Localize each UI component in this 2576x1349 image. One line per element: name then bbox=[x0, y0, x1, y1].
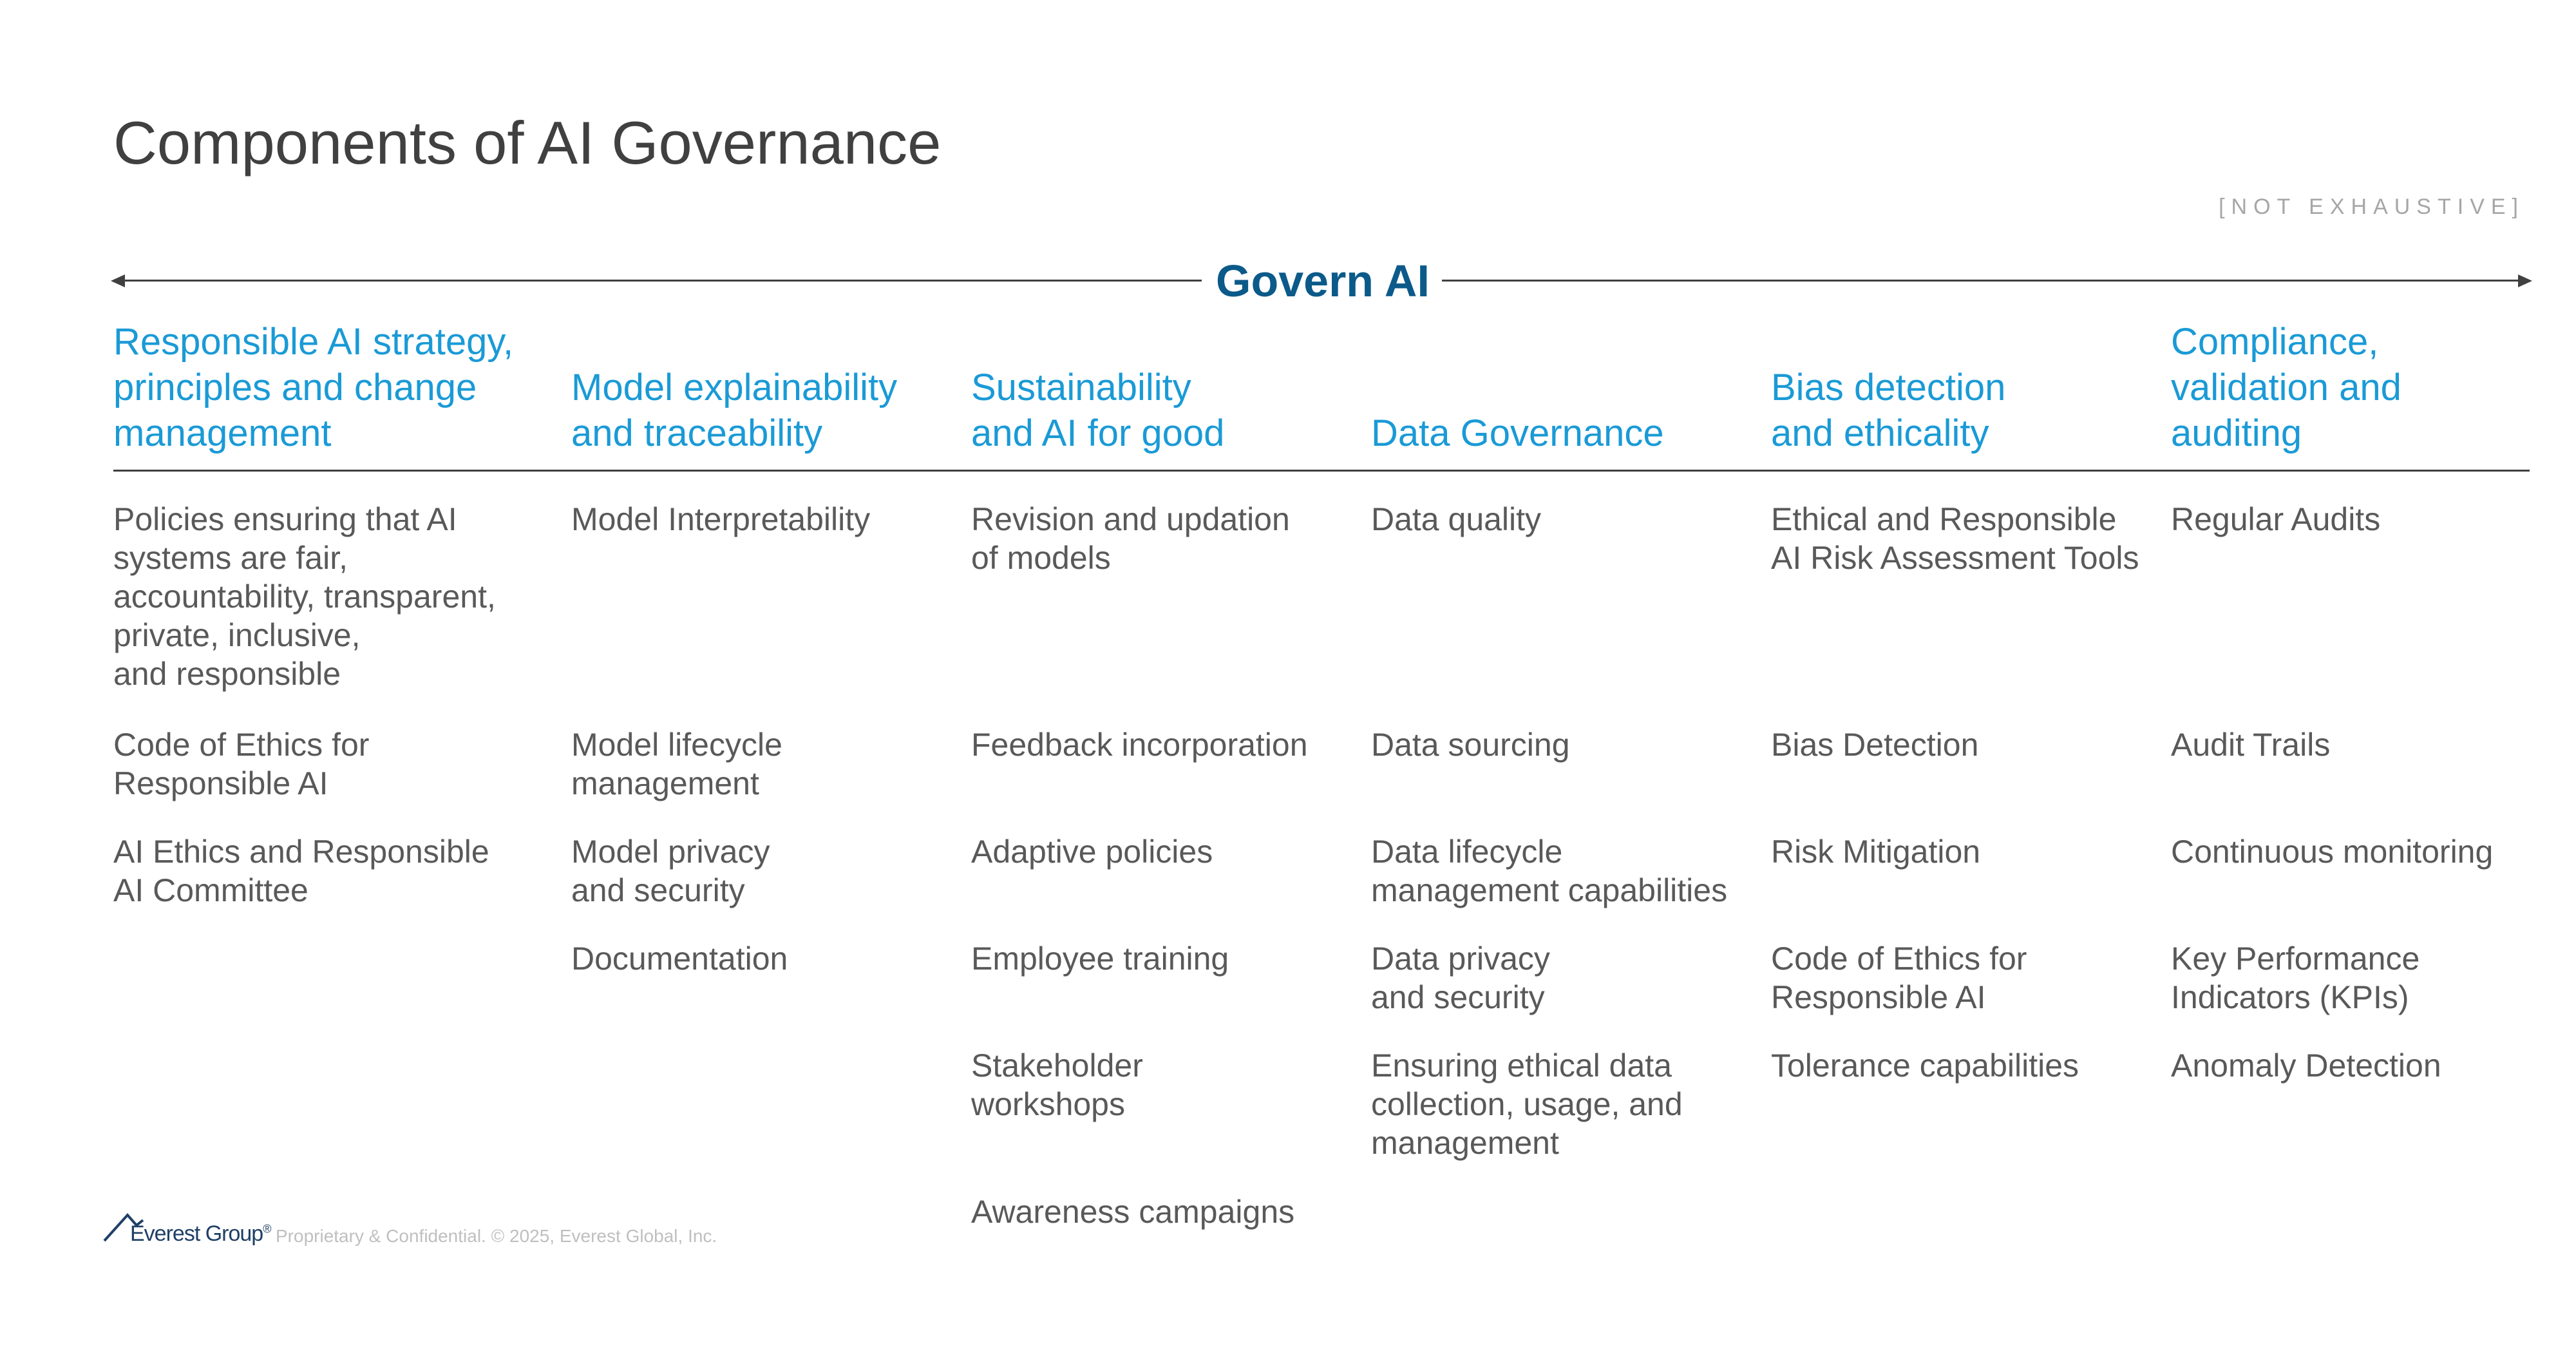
component-item-line: and security bbox=[1371, 979, 1545, 1015]
component-item bbox=[571, 725, 782, 803]
component-item bbox=[1771, 832, 1980, 871]
component-item-line: Data privacy bbox=[1371, 941, 1550, 977]
component-item-line: Ethical and Responsible bbox=[1771, 501, 2117, 537]
component-item-line: private, inclusive, bbox=[113, 617, 361, 653]
column-heading-line: Sustainability bbox=[971, 367, 1191, 408]
component-item bbox=[1771, 1046, 2079, 1085]
govern-line-right bbox=[1442, 280, 2530, 282]
column-heading-line: auditing bbox=[2171, 412, 2302, 454]
column-heading-line: Compliance, bbox=[2171, 321, 2379, 363]
component-item bbox=[1371, 1046, 1683, 1162]
component-item bbox=[1371, 500, 1541, 539]
component-item-line: management bbox=[571, 765, 759, 801]
component-item-line: management bbox=[1371, 1125, 1559, 1161]
component-item-line: AI Risk Assessment Tools bbox=[1771, 540, 2139, 576]
column-heading bbox=[1771, 365, 2005, 456]
component-item-line: systems are fair, bbox=[113, 540, 348, 576]
component-item-line: Audit Trails bbox=[2171, 727, 2331, 763]
component-item-line: Policies ensuring that AI bbox=[113, 501, 457, 537]
component-item bbox=[113, 500, 496, 693]
component-item-line: Model lifecycle bbox=[571, 727, 782, 763]
component-item bbox=[571, 939, 788, 978]
component-item-line: management capabilities bbox=[1371, 872, 1728, 908]
component-item-line: Data sourcing bbox=[1371, 727, 1570, 763]
column-heading-line: management bbox=[113, 412, 332, 454]
everest-group-logo bbox=[103, 1203, 271, 1249]
component-item-line: AI Ethics and Responsible bbox=[113, 834, 489, 870]
component-item-line: Code of Ethics for bbox=[113, 727, 370, 763]
component-item bbox=[971, 832, 1213, 871]
component-item-line: Stakeholder bbox=[971, 1048, 1143, 1084]
component-item-line: Risk Mitigation bbox=[1771, 834, 1981, 870]
component-item-line: accountability, transparent, bbox=[113, 579, 496, 615]
component-item-line: Bias Detection bbox=[1771, 727, 1979, 763]
component-item bbox=[1371, 939, 1550, 1017]
component-item bbox=[2171, 1046, 2441, 1085]
component-item-line: Adaptive policies bbox=[971, 834, 1213, 870]
component-item bbox=[2171, 939, 2420, 1017]
component-item-line: Feedback incorporation bbox=[971, 727, 1308, 763]
component-item bbox=[2171, 832, 2493, 871]
govern-ai-label: Govern AI bbox=[1216, 256, 1430, 306]
not-exhaustive-tag: [NOT EXHAUSTIVE] bbox=[2219, 195, 2524, 219]
component-item-line: Responsible AI bbox=[1771, 979, 1986, 1015]
component-item-line: Regular Audits bbox=[2171, 501, 2381, 537]
component-item bbox=[971, 1192, 1294, 1231]
component-item bbox=[1771, 500, 2139, 577]
column-heading-line: Model explainability bbox=[571, 367, 898, 408]
column-heading-zone bbox=[1371, 316, 1764, 456]
component-item-line: Code of Ethics for bbox=[1771, 941, 2027, 977]
component-item-line: Data lifecycle bbox=[1371, 834, 1563, 870]
column-heading-zone bbox=[113, 316, 564, 456]
component-item bbox=[571, 500, 870, 539]
arrow-right-icon bbox=[2518, 274, 2532, 287]
column-heading-zone bbox=[971, 316, 1364, 456]
component-item-line: Indicators (KPIs) bbox=[2171, 979, 2409, 1015]
component-item-line: Revision and updation bbox=[971, 501, 1290, 537]
component-item-line: Model Interpretability bbox=[571, 501, 871, 537]
component-item-line: Key Performance bbox=[2171, 941, 2420, 977]
component-item bbox=[971, 939, 1229, 978]
component-item bbox=[1771, 939, 2027, 1017]
component-item bbox=[1371, 832, 1727, 910]
govern-line-left bbox=[113, 280, 1202, 282]
component-item bbox=[971, 1046, 1143, 1124]
column-heading-line: and AI for good bbox=[971, 412, 1225, 454]
column-heading-line: Responsible AI strategy, bbox=[113, 321, 514, 363]
component-item bbox=[1371, 725, 1570, 764]
component-item-line: and responsible bbox=[113, 656, 341, 692]
column-heading bbox=[571, 365, 897, 456]
component-item bbox=[2171, 500, 2380, 539]
component-item-line: AI Committee bbox=[113, 872, 308, 908]
component-item-line: and security bbox=[571, 872, 745, 908]
component-item-line: Documentation bbox=[571, 941, 788, 977]
column-heading bbox=[1371, 410, 1664, 456]
logo-text: Everest Group® bbox=[130, 1221, 271, 1246]
column-heading-line: Data Governance bbox=[1371, 412, 1664, 454]
column-heading-zone bbox=[571, 316, 964, 456]
component-item bbox=[971, 500, 1290, 577]
component-item bbox=[113, 725, 369, 803]
component-item-line: Ensuring ethical data bbox=[1371, 1048, 1672, 1084]
component-item bbox=[113, 832, 489, 910]
component-item bbox=[971, 725, 1308, 764]
column-heading-line: validation and bbox=[2171, 367, 2401, 408]
copyright-text: Proprietary & Confidential. © 2025, Everest Global, Inc. bbox=[276, 1226, 717, 1246]
component-item-line: of models bbox=[971, 540, 1111, 576]
page-title: Components of AI Governance bbox=[113, 109, 942, 177]
component-item-line: Model privacy bbox=[571, 834, 770, 870]
column-heading-zone bbox=[2171, 316, 2530, 456]
column-heading bbox=[971, 365, 1224, 456]
component-item-line: Data quality bbox=[1371, 501, 1542, 537]
column-heading-line: and ethicality bbox=[1771, 412, 1989, 454]
component-item-line: Tolerance capabilities bbox=[1771, 1048, 2079, 1084]
header-divider bbox=[113, 470, 2530, 472]
component-item bbox=[2171, 725, 2330, 764]
govern-ai-banner bbox=[113, 255, 2530, 307]
component-item-line: Continuous monitoring bbox=[2171, 834, 2494, 870]
component-item-line: Responsible AI bbox=[113, 765, 328, 801]
column-heading-line: Bias detection bbox=[1771, 367, 2006, 408]
component-item-line: Anomaly Detection bbox=[2171, 1048, 2441, 1084]
column-heading-zone bbox=[1771, 316, 2164, 456]
component-item bbox=[571, 832, 770, 910]
component-item bbox=[1771, 725, 1978, 764]
component-item-line: Awareness campaigns bbox=[971, 1194, 1295, 1230]
column-heading bbox=[113, 319, 513, 456]
component-item-line: collection, usage, and bbox=[1371, 1086, 1683, 1122]
column-heading-line: principles and change bbox=[113, 367, 477, 408]
component-item-line: workshops bbox=[971, 1086, 1125, 1122]
component-item-line: Employee training bbox=[971, 941, 1229, 977]
column-heading-line: and traceability bbox=[571, 412, 823, 454]
column-heading bbox=[2171, 319, 2401, 456]
